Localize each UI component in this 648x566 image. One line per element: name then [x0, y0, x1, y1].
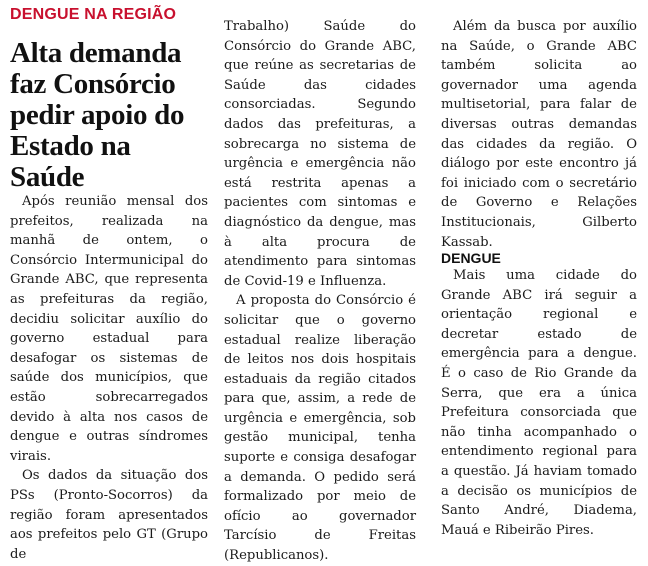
paragraph: Os dados da situação dos PSs (Pronto-Socorros) da região foram apresentados aos prefeitos pelo GT (Grupo de	[10, 468, 208, 562]
column-2-body	[224, 17, 416, 566]
paragraph: A proposta do Consórcio é solicitar que o governo estadual realize liberação de leitos nos dois hospitais estaduais da região citados para que, assim, a rede de urgência e emergência, sob gestão municipal, tenha suporte e consiga desafogar a demanda. O pedido será formalizado por meio de ofício ao governador Tarcísio de Freitas (Republicanos).	[224, 293, 416, 564]
section-tag: DENGUE NA REGIÃO	[10, 6, 177, 23]
subhead: DENGUE	[441, 250, 501, 266]
paragraph: Mais uma cidade do Grande ABC irá seguir a orientação regional e decretar estado de emergência para a dengue. É o caso de Rio Grande da Serra, que era a única Prefeitura consorciada que não tinha acompanhado o entendimento regional para a questão. Já haviam tomado a decisão os municípios de Santo André, Diadema, Mauá e Ribeirão Pires.	[441, 268, 637, 538]
paragraph: Além da busca por auxílio na Saúde, o Grande ABC também solicita ao governador uma agenda multisetorial, para falar de diversas outras demandas das cidades da região. O diálogo por este encontro já foi iniciado com o secretário de Governo e Relações Institucionais, Gilberto Kassab.	[441, 19, 637, 250]
headline: Alta demanda faz Consórcio pedir apoio do Estado na Saúde	[10, 37, 185, 193]
column-3-body	[441, 17, 637, 252]
column-3-body-after-subhead	[441, 266, 637, 540]
column-1-body	[10, 192, 208, 564]
paragraph: Após reunião mensal dos prefeitos, realizada na manhã de ontem, o Consórcio Intermunicipal do Grande ABC, que representa as prefeituras da região, decidiu solicitar auxílio do governo estadual para desafogar os sistemas de saúde dos municípios, que estão sobrecarregados devido à alta nos casos de dengue e outras síndromes virais.	[10, 194, 208, 464]
paragraph: Trabalho) Saúde do Consórcio do Grande ABC, que reúne as secretarias de Saúde das cidades consorciadas. Segundo dados das prefeituras, a sobrecarga no sistema de urgência e emergência não está restrita apenas a pacientes com sintomas e diagnóstico da dengue, mas à alta procura de atendimento para sintomas de Covid-19 e Influenza.	[224, 19, 416, 289]
